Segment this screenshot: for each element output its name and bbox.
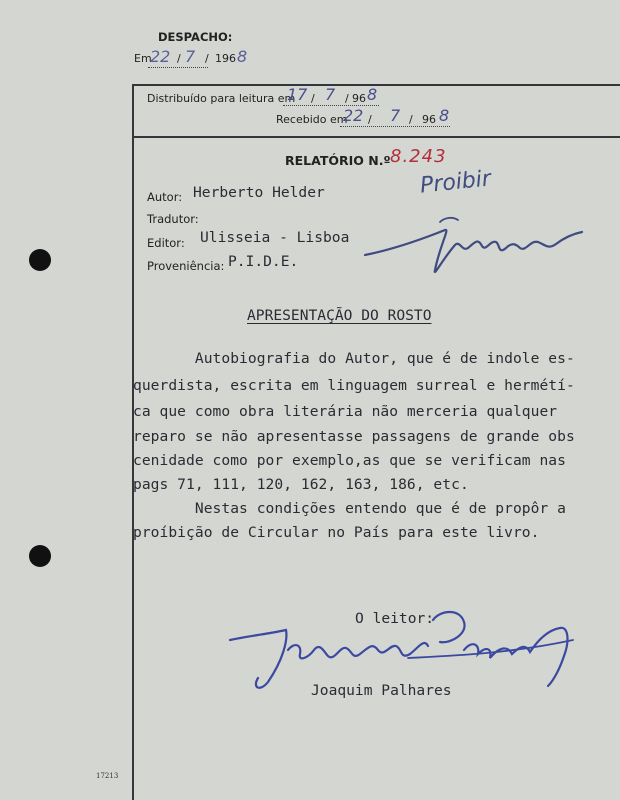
punch-hole-top	[29, 249, 51, 271]
recebido-year-prefix: 96	[422, 113, 436, 126]
section-title: APRESENTAÇÃO DO ROSTO	[247, 307, 432, 324]
proveniencia-value: P.I.D.E.	[228, 253, 299, 270]
form-code: 17213	[96, 772, 119, 780]
body-line-5: cenidade como por exemplo,as que se verificam nas	[133, 452, 566, 469]
despacho-title: DESPACHO:	[158, 30, 233, 44]
distribuido-year-prefix: 96	[352, 92, 366, 105]
body-line-1: Autobiografia do Autor, que é de indole es-	[133, 350, 575, 367]
leitor-name: Joaquim Palhares	[311, 682, 452, 699]
body-line-4: reparo se não apresentasse passagens de grande obs	[133, 428, 575, 445]
body-line-7: Nestas condições entendo que é de propôr a	[133, 500, 566, 517]
distribuido-day: 17	[287, 85, 308, 104]
relatorio-number: 8.243	[390, 146, 447, 167]
body-line-2: querdista, escrita em linguagem surreal e hermétí-	[133, 377, 575, 394]
censor-signature	[360, 200, 590, 280]
form-middle-rule	[132, 136, 620, 138]
despacho-year-digit: 8	[237, 47, 248, 66]
recebido-year-digit: 8	[439, 106, 450, 125]
despacho-day: 22	[150, 47, 171, 66]
proveniencia-label: Proveniência:	[147, 259, 225, 273]
recebido-label: Recebido em	[276, 113, 348, 126]
distribuido-month: 7	[325, 85, 336, 104]
despacho-month: 7	[185, 47, 196, 66]
distribuido-year-digit: 8	[367, 85, 378, 104]
decision-note: Proibir	[418, 166, 493, 199]
autor-label: Autor:	[147, 190, 183, 204]
body-line-6: pags 71, 111, 120, 162, 163, 186, etc.	[133, 476, 469, 493]
editor-value: Ulisseia - Lisboa	[200, 229, 350, 246]
leitor-label: O leitor:	[355, 610, 435, 627]
body-line-3: ca que como obra literária não merceria qualquer	[133, 403, 558, 420]
distribuido-label: Distribuído para leitura em	[147, 92, 296, 105]
despacho-em-label: Em	[134, 52, 152, 65]
despacho-year-prefix: 196	[215, 52, 236, 65]
document-page: DESPACHO: Em 22 / 7 / 196 8 Distribuído para leitura em 17 / 7 / 96 8 Recebido em 22 / 7 / 96 8 RELATÓRIO N.º 8.243 Autor: Herberto Helder Tradutor: Editor: Ulisseia - Lisboa Proveniência: P.I.D.E. Proibir APRESENTAÇÃO DO ROSTO Autobiografia do Autor, que é de indole es- querdista, escrita em linguagem surreal e hermétí- ca que como obra literária não merceria qualquer reparo se não apresentasse passagens de grande obs cenidade como por exemplo,as que se verificam nas pags 71, 111, 120, 162, 163, 186, etc. Nestas condições entendo que é de propôr a proíbição de Circular no País para este livro. O leitor: Joaquim Palhares 17213	[0, 0, 620, 800]
recebido-month: 7	[390, 106, 401, 125]
editor-label: Editor:	[147, 236, 185, 250]
recebido-day: 22	[343, 106, 364, 125]
punch-hole-bottom	[29, 545, 51, 567]
relatorio-label: RELATÓRIO N.º	[285, 153, 391, 168]
tradutor-label: Tradutor:	[147, 212, 199, 226]
autor-value: Herberto Helder	[193, 184, 325, 201]
body-line-8: proíbição de Circular no País para este livro.	[133, 524, 540, 541]
